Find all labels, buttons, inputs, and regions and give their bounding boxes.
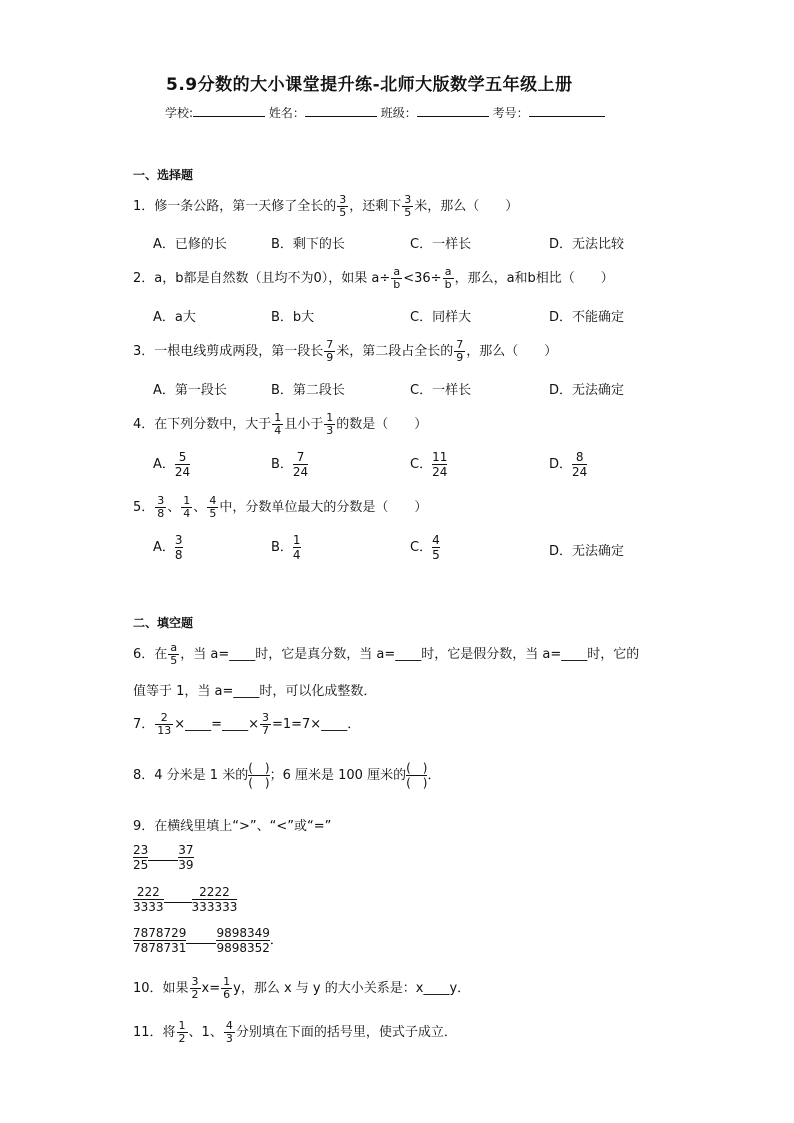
question-9: 9．在横线里填上“>”、“<”或“=”	[133, 819, 332, 834]
q2-text-mid: <36÷	[403, 271, 442, 286]
q1-text-mid: ，还剩下	[349, 199, 402, 214]
q10-text: 10．如果	[133, 981, 189, 996]
q3-option-b[interactable]: B．第二段长	[271, 383, 345, 398]
q1-text: 1．修一条公路，第一天修了全长的	[133, 199, 337, 214]
fraction: $\frac{3}{7}$	[261, 711, 269, 737]
q4-option-d[interactable]: D． $\frac{8}{24}$	[549, 450, 588, 479]
q3-option-c[interactable]: C．一样长	[410, 383, 472, 398]
paren-fraction[interactable]: ( ) ( )	[248, 761, 270, 790]
number-field[interactable]	[529, 104, 605, 117]
q8-text: 8．4 分米是 1 米的	[133, 768, 249, 783]
paren-fraction[interactable]: ( ) ( )	[406, 761, 428, 790]
fraction: $\frac{1}{4}$	[274, 411, 282, 437]
q3-option-d[interactable]: D．无法确定	[549, 383, 625, 398]
q11-text: 11．将	[133, 1025, 176, 1040]
question-3	[133, 339, 557, 364]
q3-text-mid: 米，第二段占全长的	[336, 344, 454, 359]
school-field[interactable]	[193, 104, 265, 117]
q5-option-b[interactable]: B． $\frac{1}{4}$	[271, 533, 301, 562]
student-info-line	[165, 104, 605, 121]
q5-text-end: 中，分数单位最大的分数是（ ）	[219, 500, 428, 515]
q2-text-end: ，那么，a和b相比（ ）	[454, 271, 614, 286]
q2-option-b[interactable]: B．b大	[271, 310, 315, 325]
q7-text-end: =1=7×____．	[271, 717, 361, 732]
q5-option-c[interactable]: C． $\frac{4}{5}$	[410, 533, 440, 562]
question-8: 8．4 分米是 1 米的 ( ) ( ) ；6 厘米是 100 厘米的 ( ) ( ) ．	[133, 761, 441, 790]
question-10: 10．如果 $\frac{3}{2}$ x= $\frac{1}{6}$ y，那么 x 与 y 的大小关系是：x____y．	[133, 975, 471, 1001]
question-6	[133, 642, 639, 667]
q4-text-mid: 且小于	[284, 417, 324, 432]
q2-option-c[interactable]: C．同样大	[410, 310, 472, 325]
q4-option-a[interactable]: A． $\frac{5}{24}$	[153, 450, 191, 479]
q1-option-c[interactable]: C．一样长	[410, 237, 472, 252]
q4-option-c[interactable]: C． $\frac{11}{24}$	[410, 450, 448, 479]
q9-row-1: $\frac{23}{25}$ $\frac{37}{39}$	[133, 843, 194, 872]
q1-text-end: 米，那么（ ）	[414, 199, 519, 214]
question-7: 7． $\frac{2}{13}$ ×____=____× $\frac{3}{7}$ =1=7×____．	[133, 711, 361, 737]
fraction: $\frac{2}{13}$	[157, 711, 172, 737]
fraction: $\frac{1}{3}$	[326, 411, 334, 437]
q11-text-end: 分别填在下面的括号里，使式子成立．	[235, 1025, 457, 1040]
q6-text-end: ，当 a=____时，它是真分数，当 a=____时，它是假分数，当 a=____时，它的	[180, 647, 640, 662]
q4-text: 4．在下列分数中，大于	[133, 417, 272, 432]
fraction: $\frac{a}{b}$	[444, 265, 452, 291]
q3-text: 3．一根电线剪成两段，第一段长	[133, 344, 324, 359]
question-11: 11．将 $\frac{1}{2}$ 、1、 $\frac{4}{3}$ 分别填在下面的括号里，使式子成立．	[133, 1019, 457, 1045]
fraction: $\frac{3}{8}$	[157, 494, 165, 520]
school-label: 学校:	[165, 106, 194, 120]
fraction: $\frac{a}{5}$	[170, 641, 178, 667]
q4-option-b[interactable]: B． $\frac{7}{24}$	[271, 450, 309, 479]
fraction: $\frac{1}{2}$	[178, 1019, 186, 1045]
question-4	[133, 412, 427, 437]
answer-blank[interactable]	[148, 848, 178, 861]
fraction: $\frac{4}{3}$	[225, 1019, 233, 1045]
q8-text-mid: ；6 厘米是 100 厘米的	[269, 768, 407, 783]
page-title: 5.9分数的大小课堂提升练-北师大版数学五年级上册	[166, 75, 573, 95]
name-field[interactable]	[305, 104, 377, 117]
q6-line-2: 值等于 1，当 a=____时，可以化成整数．	[133, 684, 377, 699]
q2-option-a[interactable]: A．a大	[153, 310, 196, 325]
q9-row-2: $\frac{222}{3333}$ $\frac{2222}{333333}$	[133, 885, 238, 914]
class-label: 班级：	[380, 106, 417, 120]
fraction: $\frac{3}{5}$	[339, 193, 347, 219]
fraction: $\frac{3}{5}$	[404, 193, 412, 219]
q9-row-3: $\frac{7878729}{7878731}$ $\frac{9898349}{9898352}$ ．	[133, 926, 283, 955]
class-field[interactable]	[417, 104, 489, 117]
q3-text-end: ，那么（ ）	[466, 344, 558, 359]
name-label: 姓名：	[268, 106, 305, 120]
question-2	[133, 266, 614, 291]
q2-text: 2．a，b都是自然数（且均不为0），如果 a÷	[133, 271, 391, 286]
q10-text-end: y，那么 x 与 y 的大小关系是：x____y．	[233, 981, 471, 996]
q5-number: 5．	[133, 500, 155, 515]
fraction: $\frac{7}{9}$	[326, 338, 334, 364]
q2-option-d[interactable]: D．不能确定	[549, 310, 625, 325]
q5-option-a[interactable]: A． $\frac{3}{8}$	[153, 533, 183, 562]
fraction: $\frac{7}{9}$	[456, 338, 464, 364]
section-fill-heading: 二、填空题	[133, 616, 194, 630]
fraction: $\frac{1}{4}$	[183, 494, 191, 520]
fraction: $\frac{1}{6}$	[223, 975, 231, 1001]
fraction: $\frac{4}{5}$	[209, 494, 217, 520]
number-label: 考号：	[492, 106, 529, 120]
q4-text-end: 的数是（ ）	[336, 417, 428, 432]
q1-option-a[interactable]: A．已修的长	[153, 237, 227, 252]
answer-blank[interactable]	[164, 890, 192, 903]
q1-option-b[interactable]: B．剩下的长	[271, 237, 345, 252]
q7-text: ×____=____×	[174, 717, 259, 732]
q1-option-d[interactable]: D．无法比较	[549, 237, 625, 252]
question-1	[133, 194, 518, 219]
fraction: $\frac{a}{b}$	[393, 265, 401, 291]
answer-blank[interactable]	[186, 931, 216, 944]
fraction: $\frac{3}{2}$	[191, 975, 199, 1001]
q6-text: 6．在	[133, 647, 168, 662]
q5-option-d[interactable]: D．无法确定	[549, 544, 625, 559]
section-choice-heading: 一、选择题	[133, 168, 194, 182]
question-5: 5． $\frac{3}{8}$ 、 $\frac{1}{4}$ 、 $\frac{4}{5}$ 中，分数单位最大的分数是（ ）	[133, 494, 428, 520]
q3-option-a[interactable]: A．第一段长	[153, 383, 227, 398]
